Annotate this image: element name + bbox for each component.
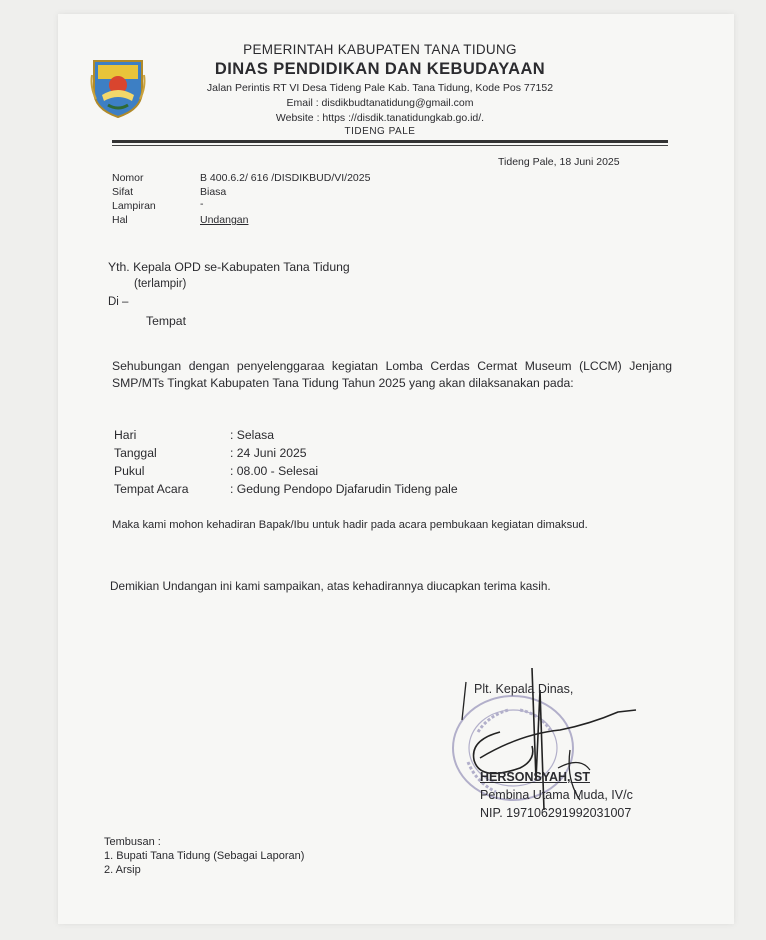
recipient-place: Tempat bbox=[146, 314, 186, 328]
government-name: PEMERINTAH KABUPATEN TANA TIDUNG bbox=[243, 42, 517, 57]
office-city: TIDENG PALE bbox=[344, 126, 416, 137]
nomor-label: Nomor bbox=[112, 172, 144, 184]
detail-label: Pukul bbox=[114, 464, 145, 478]
sifat-value: Biasa bbox=[200, 186, 227, 198]
lampiran-label: Lampiran bbox=[112, 200, 156, 212]
detail-value: : Selasa bbox=[230, 428, 275, 442]
detail-value: : 24 Juni 2025 bbox=[230, 446, 307, 460]
letter-date: Tideng Pale, 18 Juni 2025 bbox=[498, 156, 620, 168]
paragraph-closing: Demikian Undangan ini kami sampaikan, atas kehadirannya diucapkan terima kasih. bbox=[110, 579, 551, 593]
office-address: Jalan Perintis RT VI Desa Tideng Pale Kab. Tana Tidung, Kode Pos 77152 bbox=[206, 82, 554, 94]
hal-value: Undangan bbox=[200, 214, 249, 226]
office-email: Email : disdikbudtanatidung@gmail.com bbox=[286, 97, 474, 109]
signatory-rank: Pembina Utama Muda, IV/c bbox=[480, 788, 633, 802]
sifat-label: Sifat bbox=[112, 186, 134, 198]
detail-label: Hari bbox=[114, 428, 137, 442]
detail-value: : 08.00 - Selesai bbox=[230, 464, 319, 478]
cc-item: 2. Arsip bbox=[104, 864, 141, 876]
regency-emblem-logo bbox=[88, 55, 148, 119]
nomor-value: B 400.6.2/ 616 /DISDIKBUD/VI/2025 bbox=[200, 172, 371, 184]
recipient-line: Yth. Kepala OPD se-Kabupaten Tana Tidung bbox=[108, 260, 350, 274]
recipient-note: (terlampir) bbox=[134, 278, 187, 290]
hal-label: Hal bbox=[112, 214, 128, 226]
detail-value: : Gedung Pendopo Djafarudin Tideng pale bbox=[230, 482, 458, 496]
cc-item: 1. Bupati Tana Tidung (Sebagai Laporan) bbox=[104, 850, 305, 862]
department-name: DINAS PENDIDIKAN DAN KEBUDAYAAN bbox=[214, 60, 546, 78]
recipient-di: Di – bbox=[108, 296, 129, 308]
paragraph-intro: Sehubungan dengan penyelenggaraa kegiatan Lomba Cerdas Cermat Museum (LCCM) Jenjang SMP/MTs Tingkat Kabupaten Tana Tidung Tahun 2025 yang akan dilaksanakan pada: bbox=[112, 359, 672, 390]
letterhead-divider-thin bbox=[112, 145, 668, 146]
lampiran-value: - bbox=[200, 198, 204, 210]
letterhead-divider-thick bbox=[112, 140, 668, 143]
cc-heading: Tembusan : bbox=[104, 836, 161, 848]
signatory-title: Plt. Kepala Dinas, bbox=[474, 682, 574, 696]
paragraph-request: Maka kami mohon kehadiran Bapak/Ibu untuk hadir pada acara pembukaan kegiatan dimaksud. bbox=[112, 519, 588, 531]
detail-label: Tanggal bbox=[114, 446, 157, 460]
detail-label: Tempat Acara bbox=[114, 482, 189, 496]
signatory-name: HERSONSYAH, ST bbox=[480, 770, 590, 784]
signatory-nip: NIP. 197106291992031007 bbox=[480, 806, 632, 820]
office-website: Website : https ://disdik.tanatidungkab.go.id/. bbox=[275, 112, 485, 124]
